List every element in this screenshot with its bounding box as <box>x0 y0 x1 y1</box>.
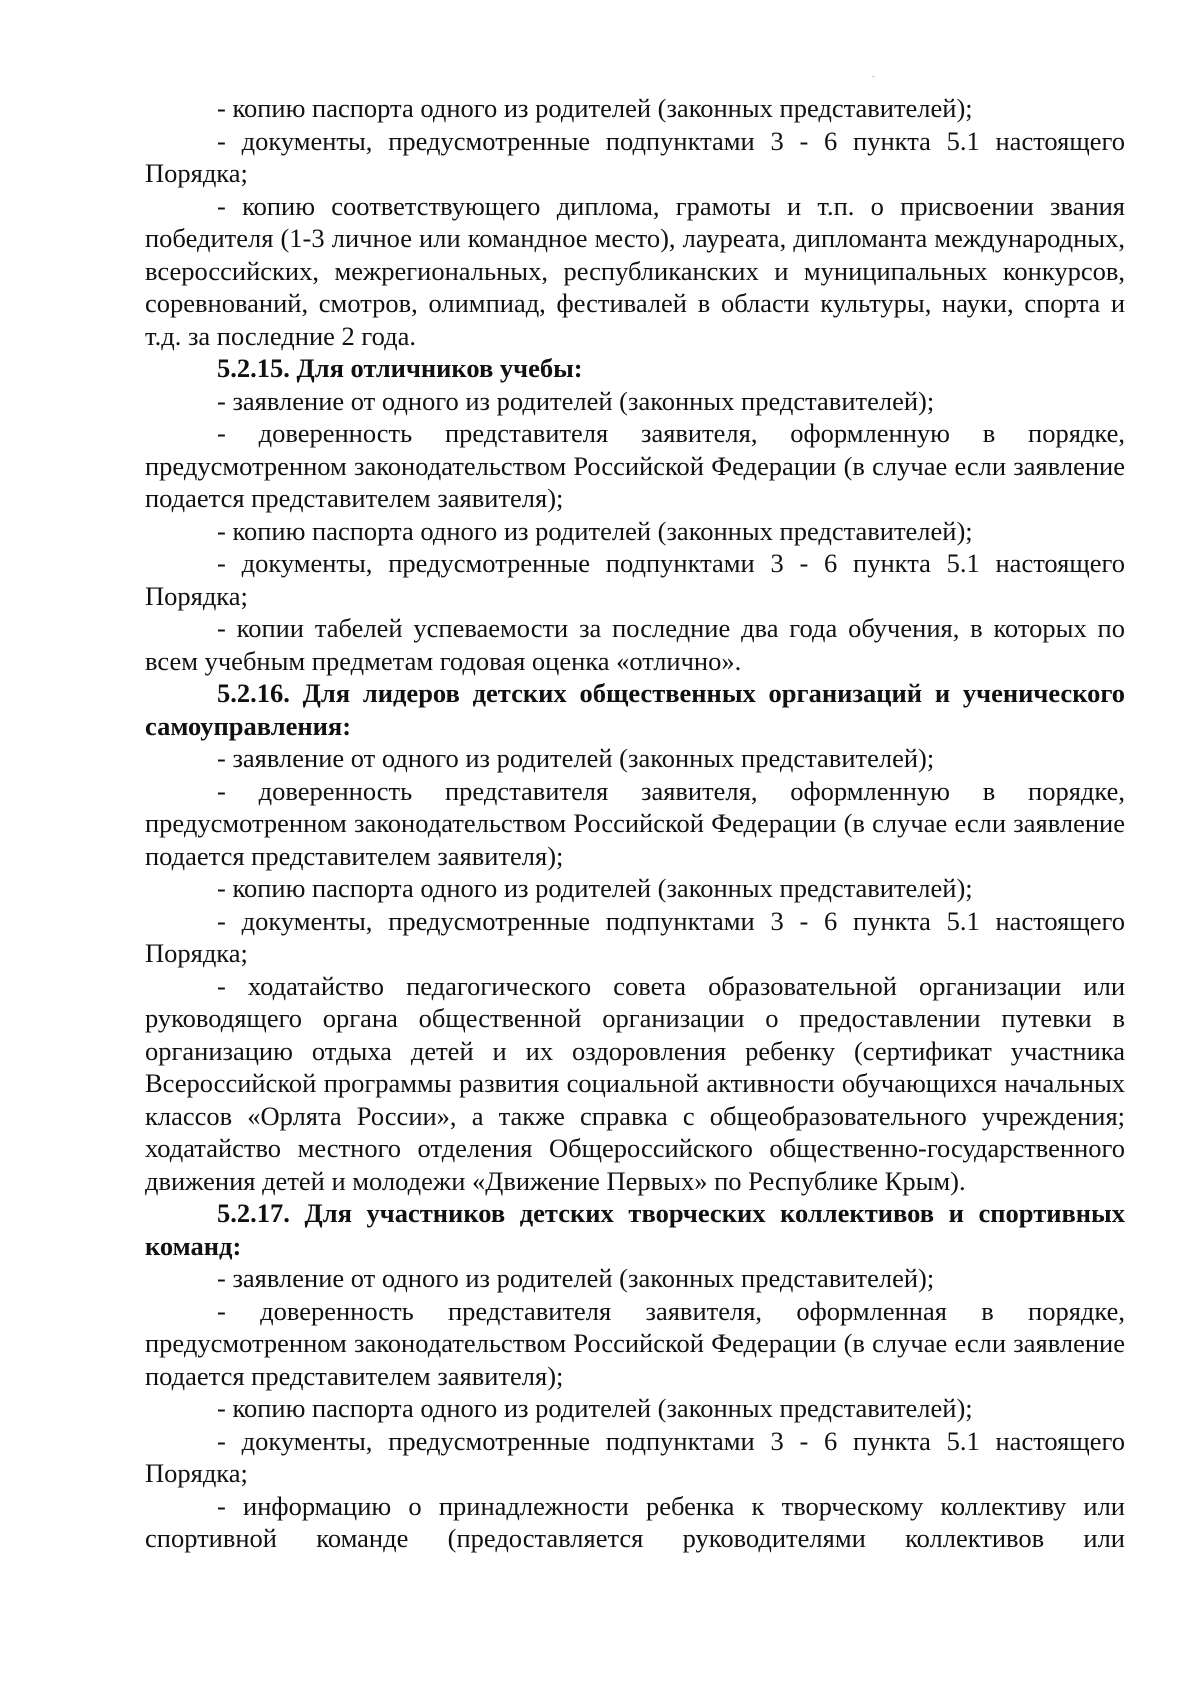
list-item: - доверенность представителя заявителя, оформленную в порядке, предусмотренном законодательством Российской Федерации (в случае если заявление подается представителем заявителя); <box>145 418 1125 513</box>
list-item: - копию паспорта одного из родителей (законных представителей); <box>217 1393 973 1423</box>
list-item: - заявление от одного из родителей (законных представителей); <box>217 1263 935 1293</box>
section-heading: 5.2.16. Для лидеров детских общественных организаций и ученического самоуправления: <box>145 678 1125 741</box>
list-item: - копию соответствующего диплома, грамоты и т.п. о присвоении звания победителя (1-3 личное или командное место), лауреата, дипломанта международных, всероссийских, межрегиональных, республиканских и муниципальных конкурсов, соревнований, смотров, олимпиад, фестивалей в области культуры, науки, спорта и т.д. за последние 2 года. <box>145 190 1125 351</box>
list-item: - заявление от одного из родителей (законных представителей); <box>217 385 935 416</box>
section-heading: 5.2.15. Для отличников учебы: <box>217 353 583 383</box>
list-item: - копию паспорта одного из родителей (законных представителей); <box>217 93 973 123</box>
list-item: - заявление от одного из родителей (законных представителей); <box>217 743 935 773</box>
list-item: - документы, предусмотренные подпунктами 3 - 6 пункта 5.1 настоящего Порядка; <box>145 125 1125 188</box>
list-item: - копию паспорта одного из родителей (законных представителей); <box>217 873 973 903</box>
list-item: - копию паспорта одного из родителей (законных представителей); <box>217 515 973 546</box>
scan-speck <box>872 76 875 77</box>
list-item: - копии табелей успеваемости за последние два года обучения, в которых по всем учебным предметам годовая оценка «отлично». <box>145 613 1125 676</box>
document-body <box>145 92 1125 1555</box>
list-item: - доверенность представителя заявителя, оформленную в порядке, предусмотренном законодательством Российской Федерации (в случае если заявление подается представителем заявителя); <box>145 775 1125 871</box>
list-item: - документы, предусмотренные подпунктами 3 - 6 пункта 5.1 настоящего Порядка; <box>145 1425 1125 1488</box>
section-heading: 5.2.17. Для участников детских творческих коллективов и спортивных команд: <box>145 1198 1125 1261</box>
list-item: - документы, предусмотренные подпунктами 3 - 6 пункта 5.1 настоящего Порядка; <box>145 905 1125 968</box>
list-item: - доверенность представителя заявителя, оформленная в порядке, предусмотренном законодательством Российской Федерации (в случае если заявление подается представителем заявителя); <box>145 1295 1125 1391</box>
list-item: - ходатайство педагогического совета образовательной организации или руководящего органа общественной организации о предоставлении путевки в организацию отдыха детей и их оздоровления ребенку (сертификат участника Всероссийской программы развития социальной активности обучающихся начальных классов «Орлята России», а также справка с общеобразовательного учреждения; ходатайство местного отделения Общероссийского общественно-государственного движения детей и молодежи «Движение Первых» по Республике Крым). <box>145 970 1125 1196</box>
list-item: - документы, предусмотренные подпунктами 3 - 6 пункта 5.1 настоящего Порядка; <box>145 548 1125 611</box>
list-item: - информацию о принадлежности ребенка к творческому коллективу или спортивной команде (предоставляется руководителями коллективов или <box>145 1490 1125 1553</box>
